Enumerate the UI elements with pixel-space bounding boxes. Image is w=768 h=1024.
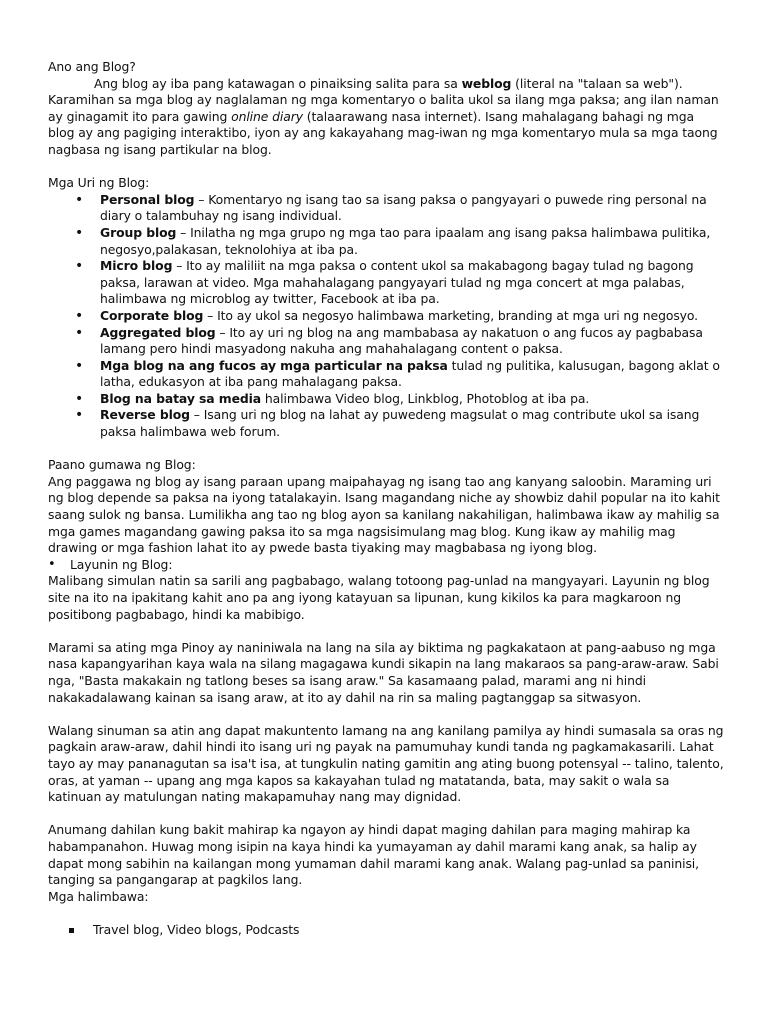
blog-type-desc: – Inilatha ng mga grupo ng mga tao para ipaalam ang isang paksa halimbawa pulitika, negosyo,palakasan, teknolohiya at iba pa. [100,224,711,257]
blog-type-term: Corporate blog [100,307,204,323]
blog-type-term: Mga blog na ang fucos ay mga particular na paksa [100,357,448,373]
layunin-heading [48,557,724,574]
list-item: Travel blog, Video blogs, Podcasts [48,922,724,939]
blog-types-list [48,192,724,441]
blog-type-desc: – Ito ay uri ng blog na ang mambabasa ay nakatuon o ang fucos ay pagbabasa lamang pero hindi masyadong nakuha ang mahahalagang content o paksa. [100,324,703,357]
list-item [48,225,724,258]
examples-list [48,922,724,939]
blog-type-desc: tulad ng pulitika, kalusugan, bagong aklat o latha, edukasyon at iba pang mahalagang paksa. [100,357,720,390]
blog-type-desc: halimbawa Video blog, Linkblog, Photoblog at iba pa. [261,390,590,406]
heading-mga-uri: Mga Uri ng Blog: [48,175,150,191]
blog-type-term: Blog na batay sa media [100,390,262,406]
blog-type-desc: – Ito ay maliliit na mga paksa o content ukol sa makabagong bagay tulad ng bagong paksa, larawan at video. Mga mahahalagang pangyayari tulad ng mga concert at mga palabas, halimbawa ng microblog ay twitter, Facebook at iba pa. [100,258,694,307]
examples-label: Mga halimbawa: [48,888,149,904]
bullet-icon: • [48,556,56,572]
list-item [48,308,724,325]
list-item [48,407,724,440]
paano-paragraph: Ang paggawa ng blog ay isang paraan upang maipahayag ng isang tao ang kanyang saloobin. Maraming uri ng blog depende sa paksa na iyong tatalakayin. Isang magandang niche ay showbiz dahil popular na ito kahit saang sulok ng bansa. Lumilikha ang tao ng blog ayon sa kanilang nakahiligan, halimbawa ikaw ay mahilig sa mga games magandang gawing paksa ito sa mga nagsisimulang mag blog. Kung ikaw ay mahilig mag drawing or mga fashion lahat ito ay pwede basta tiyaking may magbabasa ng iyong blog. [48,473,720,556]
intro-text-3: (talaarawang nasa internet). Isang mahalagang bahagi ng mga blog ay ang pagiging interaktibo, iyon ay ang kakayahang mag-iwan ng mga komentaryo mula sa mga taong nagbasa ng isang partikular na blog. [48,108,718,157]
blog-type-desc: – Ito ay ukol sa negosyo halimbawa marketing, branding at mga uri ng negosyo. [203,307,699,323]
intro-text-1: Ang blog ay iba pang katawagan o pinaiksing salita para sa [94,75,462,91]
document-body [48,59,724,938]
blog-type-desc: – Isang uri ng blog na lahat ay puwedeng magsulat o mag contribute ukol sa isang paksa halimbawa web forum. [100,407,700,440]
blog-type-term: Group blog [100,224,177,240]
list-item [48,391,724,408]
layunin-paragraph-1: Malibang simulan natin sa sarili ang pagbabago, walang totoong pag-unlad na mangyayari. Layunin ng blog site na ito na ipakitang kahit ano pa ang iyong katayuan sa lipunan, kung kikilos ka para magkaroon ng positibong pagbabago, hindi ka mabibigo. [48,573,710,622]
blog-type-term: Reverse blog [100,407,190,423]
blog-type-term: Micro blog [100,258,173,274]
layunin-paragraph-3: Walang sinuman sa atin ang dapat makuntento lamang na ang kanilang pamilya ay hindi sumasala sa oras ng pagkain araw-araw, dahil hindi ito isang uri ng payak na pamumuhay kundi tanda ng pagkamakasarili. Lahat tayo ay may pananagutan sa isa't isa, at tungkulin nating gamitin ang ating buong potensyal -- talino, talento, oras, at yaman -- upang ang mga kapos sa kakayahan tulad ng matatanda, bata, may sakit o wala sa katinuan ay matulungan nating makapamuhay nang may dignidad. [48,722,724,805]
list-item [48,258,724,308]
list-item [48,325,724,358]
intro-paragraph [48,76,724,159]
layunin-label: Layunin ng Blog: [70,556,173,572]
layunin-paragraph-4: Anumang dahilan kung bakit mahirap ka ngayon ay hindi dapat maging dahilan para maging mahirap ka habampanahon. Huwag mong isipin na kaya hindi ka yumayaman ay dahil marami kang anak, sa halip ay dapat mong sabihin na kailangan mong yumaman dahil marami kang anak. Walang pag-unlad sa paninisi, tanging sa pangangarap at pagkilos lang. [48,822,699,888]
intro-online-diary: online diary [231,108,303,124]
intro-text-2: (literal na "talaan sa web"). Karamihan sa mga blog ay naglalaman ng mga komentaryo o balita ukol sa ilang mga paksa; ang ilan naman ay ginagamit ito para gawing [48,75,719,124]
blog-type-term: Personal blog [100,191,195,207]
layunin-paragraph-2: Marami sa ating mga Pinoy ay naniniwala na lang na sila ay biktima ng pagkakataon at pang-aabuso ng mga nasa kapangyarihan kaya wala na silang magagawa kundi sikapin na lang makaraos sa pang-araw-araw. Sabi nga, "Basta makakain ng tatlong beses sa isang araw." Sa kasamaang palad, marami ang ni hindi nakakadalawang kainan sa isang araw, at ito ay dahil na rin sa maling pagtanggap sa sitwasyon. [48,639,719,705]
list-item [48,192,724,225]
intro-weblog: weblog [461,75,512,91]
list-item [48,358,724,391]
blog-type-desc: – Komentaryo ng isang tao sa isang paksa o pangyayari o puwede ring personal na diary o talambuhay ng isang individual. [100,191,707,224]
heading-paano-gumawa: Paano gumawa ng Blog: [48,457,196,473]
heading-ano-ang-blog: Ano ang Blog? [48,59,136,74]
blog-type-term: Aggregated blog [100,324,216,340]
